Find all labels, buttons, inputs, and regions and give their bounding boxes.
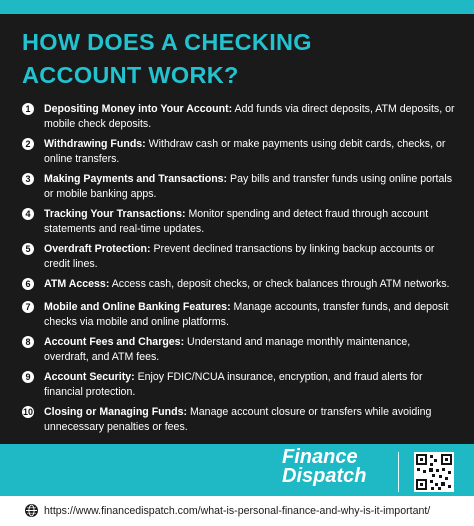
step-number-badge: 2 <box>22 138 34 150</box>
top-accent-bar <box>0 0 474 14</box>
step-text <box>44 242 456 272</box>
step-number-badge: 5 <box>22 243 34 255</box>
step-number-badge: 7 <box>22 301 34 313</box>
step-number-badge: 6 <box>22 278 34 290</box>
step-heading: Overdraft Protection: <box>44 243 151 255</box>
step-text <box>44 137 456 167</box>
step-body: Withdraw cash or make payments using debit cards, checks, or online transfers. <box>44 138 446 165</box>
step-body: Add funds via direct deposits, ATM deposits, or mobile check deposits. <box>44 103 455 130</box>
step-heading: Account Fees and Charges: <box>44 336 185 348</box>
brand-logo <box>282 448 386 486</box>
step-text <box>44 405 456 435</box>
qr-code-icon <box>414 452 454 492</box>
step-number-badge: 10 <box>22 407 33 417</box>
step-number-badge: 9 <box>22 371 34 383</box>
globe-icon <box>25 504 38 517</box>
step-number-badge: 1 <box>22 103 34 115</box>
step-body: Manage account closure or transfers while avoiding unnecessary penalties or fees. <box>44 406 432 433</box>
step-body: Pay bills and transfer funds using online portals or mobile banking apps. <box>44 173 453 200</box>
step-heading: Withdrawing Funds: <box>44 138 146 150</box>
step-heading: ATM Access: <box>44 278 110 290</box>
brand-logo-line2: Dispatch <box>282 465 367 487</box>
brand-logo-line1: Finance <box>282 446 358 468</box>
step-body: Access cash, deposit checks, or check balances through ATM networks. <box>109 278 450 290</box>
step-heading: Making Payments and Transactions: <box>44 173 228 185</box>
step-text <box>44 370 456 400</box>
step-number-badge: 8 <box>22 336 34 348</box>
step-text <box>44 102 456 132</box>
step-body: Monitor spending and detect fraud through account statements and real-time updates. <box>44 208 429 235</box>
step-number-badge: 4 <box>22 208 34 220</box>
step-heading: Depositing Money into Your Account: <box>44 103 233 115</box>
globe-graphic <box>25 504 38 517</box>
step-text <box>44 207 456 237</box>
source-url-row <box>0 496 474 526</box>
step-body: Understand and manage monthly maintenance, overdraft, and ATM fees. <box>44 336 411 363</box>
step-heading: Account Security: <box>44 371 135 383</box>
source-url[interactable]: https://www.financedispatch.com/what-is-personal-finance-and-why-is-it-important/ <box>44 505 431 517</box>
step-body: Enjoy FDIC/NCUA insurance, encryption, and fraud alerts for financial protection. <box>44 371 423 398</box>
step-text <box>44 277 456 292</box>
step-heading: Closing or Managing Funds: <box>44 406 188 418</box>
step-text <box>44 172 456 202</box>
step-text <box>44 300 456 330</box>
step-text <box>44 335 456 365</box>
step-body: Prevent declined transactions by linking backup accounts or credit lines. <box>44 243 435 270</box>
step-body: Manage accounts, transfer funds, and deposit checks via mobile and online platforms. <box>44 301 449 328</box>
step-number-badge: 3 <box>22 173 34 185</box>
brand-divider <box>398 452 399 492</box>
step-heading: Mobile and Online Banking Features: <box>44 301 231 313</box>
footer-banner <box>0 444 474 526</box>
page-title: HOW DOES A CHECKING ACCOUNT WORK? <box>22 29 312 88</box>
step-heading: Tracking Your Transactions: <box>44 208 186 220</box>
qr-code-graphic <box>414 452 454 492</box>
